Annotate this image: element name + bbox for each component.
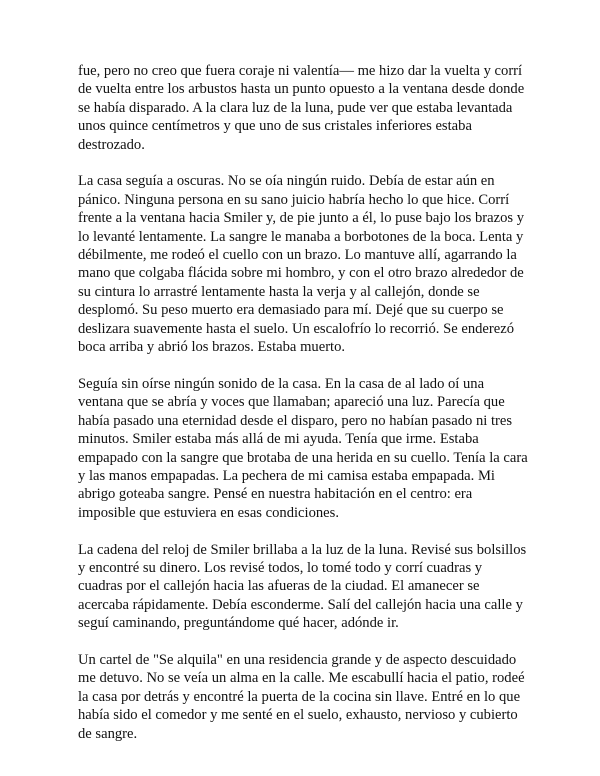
paragraph-1: fue, pero no creo que fuera coraje ni valentía— me hizo dar la vuelta y corrí de vuelta entre los arbustos hasta un punto opuesto a la ventana desde donde se había disparado. A la clara luz de la luna, pude ver que estaba levantada unos quince centímetros y que uno de sus cristales inferiores estaba destrozado. <box>78 63 525 153</box>
paragraph-2: La casa seguía a oscuras. No se oía ningún ruido. Debía de estar aún en pánico. Ninguna persona en su sano juicio habría hecho lo que hice. Corrí frente a la ventana hacia Smiler y, de pie junto a él, lo puse bajo los brazos y lo levanté lentamente. La sangre le manaba a borbotones de la boca. Lenta y débilmente, me rodeó el cuello con un brazo. Lo mantuve allí, agarrando la mano que colgaba flácida sobre mi hombro, y con el otro brazo alrededor de su cintura lo arrastré lentamente hasta la verja y al callejón, donde se desplomó. Su peso muerto era demasiado para mí. Dejé que su cuerpo se deslizara suavemente hasta el suelo. Un escalofrío lo recorrió. Se enderezó boca arriba y abrió los brazos. Estaba muerto. <box>78 173 525 356</box>
document-page <box>78 62 528 761</box>
paragraph-4: La cadena del reloj de Smiler brillaba a la luz de la luna. Revisé sus bolsillos y encontré su dinero. Los revisé todos, lo tomé todo y corrí cuadras y cuadras por el callejón hacia las afueras de la ciudad. El amanecer se acercaba rápidamente. Debía esconderme. Salí del callejón hacia una calle y seguí caminando, preguntándome qué hacer, adónde ir. <box>78 541 527 632</box>
paragraph-5: Un cartel de "Se alquila" en una residencia grande y de aspecto descuidado me detuvo. No se veía un alma en la calle. Me escabullí hacia el patio, rodeé la casa por detrás y encontré la puerta de la cocina sin llave. Entré en lo que había sido el comedor y me senté en el suelo, exhausto, nervioso y cubierto de sangre. <box>78 651 525 742</box>
paragraph-3: Seguía sin oírse ningún sonido de la casa. En la casa de al lado oí una ventana que se abría y voces que llamaban; apareció una luz. Parecía que había pasado una eternidad desde el disparo, pero no habían pasado ni tres minutos. Smiler estaba más allá de mi ayuda. Tenía que irme. Estaba empapado con la sangre que brotaba de una herida en su cuello. Tenía la cara y las manos empapadas. La pechera de mi camisa estaba empapada. Mi abrigo goteaba sangre. Pensé en nuestra habitación en el centro: era imposible que estuviera en esas condiciones. <box>78 375 528 521</box>
